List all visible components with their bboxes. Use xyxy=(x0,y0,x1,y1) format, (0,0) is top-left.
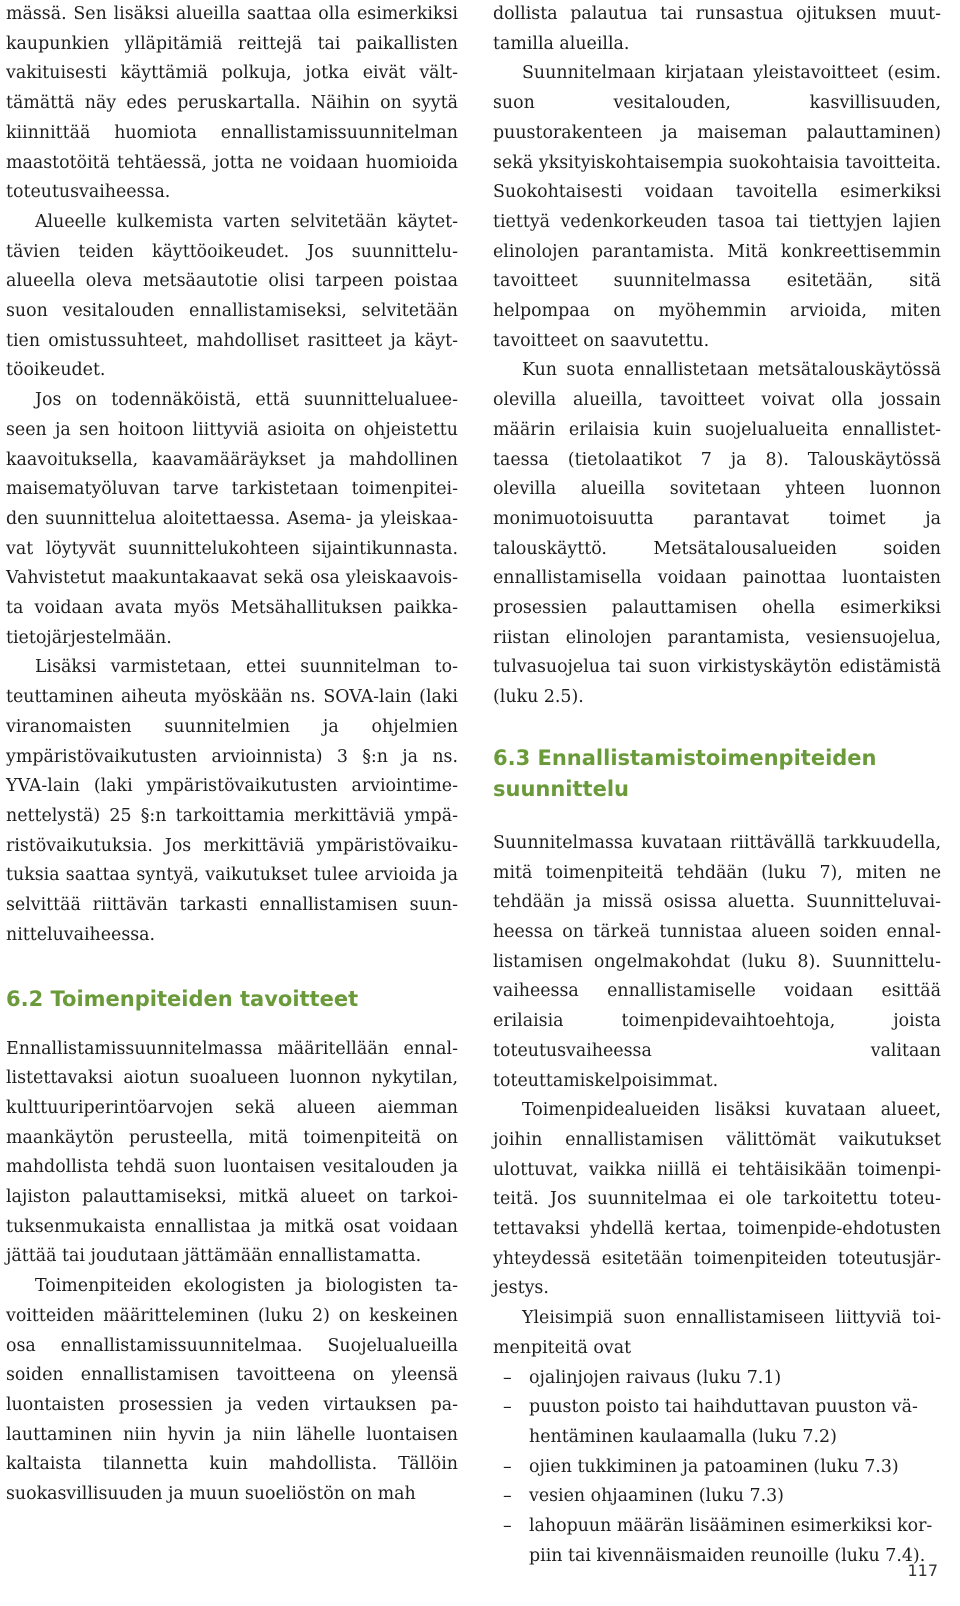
right-column xyxy=(493,0,941,1571)
paragraph: mässä. Sen lisäksi alueilla saattaa olla esimerkiksi kaupunkien ylläpitämiä reittejä tai paikallisten vakituisesti käyttämiä polkuja, jotka eivät välttämättä näy edes peruskartalla. Näihin on syytä kiinnittää huomiota ennallistamissuunnitelman maastotöitä tehtäessä, jotta ne voidaan huomioida toteutusvaiheessa. xyxy=(6,4,458,203)
left-column xyxy=(6,0,458,1510)
paragraph: Kun suota ennallistetaan metsätalouskäytössä olevilla alueilla, tavoitteet voivat olla jossain määrin erilaisia kuin suojelualueita ennallistettaessa (tietolaatikot 7 ja 8). Talouskäytössä olevilla alueilla sovitetaan yhteen luonnon monimuotoisuutta parantavat toimet ja talouskäyttö. Metsätalousalueiden soiden ennallistamisella voidaan painottaa luontaisten prosessien palauttamisen ohella esimerkiksi riistan elinolojen parantamista, vesiensuojelua, tulvasuojelua tai suon virkistyskäytön edistämistä (luku 2.5). xyxy=(493,360,941,708)
dash-marker: – xyxy=(503,1516,512,1537)
list-item xyxy=(493,1453,941,1483)
paragraph: Suunnitelmaan kirjataan yleistavoitteet (esim. suon vesitalouden, kasvillisuuden, puustorakenteen ja maiseman palauttaminen) sekä yksityiskohtaisempia suokohtaisia tavoitteita. Suokohtaisesti voidaan tavoitella esimerkiksi tiettyä vedenkorkeuden tasoa tai tiettyjen lajien elinolojen parantamista. Mitä konkreettisemmin tavoitteet suunnitelmassa esitetään, sitä helpompaa on myöhemmin arvioida, miten tavoitteet on saavutettu. xyxy=(493,63,941,351)
section-heading-6-2: 6.2 Toimenpiteiden tavoitteet xyxy=(6,986,359,1011)
paragraph: dollista palautua tai runsastua ojituksen muuttamilla alueilla. xyxy=(493,4,941,54)
paragraph: Toimenpidealueiden lisäksi kuvataan alueet, joihin ennallistamisen välittömät vaikutukset ulottuvat, vaikka niillä ei tehtäisikään toimenpiteitä. Jos suunnitelmaa ei ole tarkoitettu toteutettavaksi yhdellä kertaa, toimenpide-ehdotusten yhteydessä esitetään toimenpiteiden toteutusjärjestys. xyxy=(493,1100,941,1299)
list-item-text: puuston poisto tai haihduttavan puuston vähentäminen kaulaamalla (luku 7.2) xyxy=(529,1397,918,1447)
list-item-text: ojalinjojen raivaus (luku 7.1) xyxy=(529,1367,782,1388)
list-item-text: ojien tukkiminen ja patoaminen (luku 7.3) xyxy=(529,1456,899,1477)
list-item-text: lahopuun määrän lisääminen esimerkiksi korpiin tai kivennäismaiden reunoille (luku 7.4). xyxy=(529,1516,933,1566)
dash-marker: – xyxy=(503,1456,512,1477)
paragraph: Lisäksi varmistetaan, ettei suunnitelman toteuttaminen aiheuta myöskään ns. SOVA-lain (laki viranomaisten suunnitelmien ja ohjelmien ympäristövaikutusten arvioinnista) 3 §:n ja ns. YVA-lain (laki ympäristövaikutusten arviointimenettelystä) 25 §:n tarkoittamia merkittäviä ympäristövaikutuksia. Jos merkittäviä ympäristövaikutuksia saattaa syntyä, vaikutukset tulee arvioida ja selvittää riittävän tarkasti ennallistamisen suunnitteluvaiheessa. xyxy=(6,657,458,945)
dash-marker: – xyxy=(503,1367,512,1388)
paragraph: Yleisimpiä suon ennallistamiseen liittyviä toimenpiteitä ovat xyxy=(493,1308,941,1358)
dash-marker: – xyxy=(503,1486,512,1507)
paragraph: Toimenpiteiden ekologisten ja biologisten tavoitteiden määritteleminen (luku 2) on keskeinen osa ennallistamissuunnitelmaa. Suojelualueilla soiden ennallistamisen tavoitteena on yleensä luontaisten prosessien ja veden virtauksen palauttaminen niin hyvin ja niin lähelle luontaisen kaltaista tilannetta kuin mahdollista. Tällöin suokasvillisuuden ja muun suoeliöstön on mah xyxy=(6,1276,458,1505)
measures-list xyxy=(493,1364,941,1572)
dash-marker: – xyxy=(503,1397,512,1418)
paragraph: Alueelle kulkemista varten selvitetään käytettävien teiden käyttöoikeudet. Jos suunnittelualueella oleva metsäautotie olisi tarpeen poistaa suon vesitalouden ennallistamiseksi, selvitetään tien omistussuhteet, mahdolliset rasitteet ja käyttöoikeudet. xyxy=(6,211,458,381)
page-number: 117 xyxy=(907,1561,938,1580)
list-item xyxy=(493,1482,941,1512)
paragraph: Suunnitelmassa kuvataan riittävällä tarkkuudella, mitä toimenpiteitä tehdään (luku 7), miten ne tehdään ja missä osissa aluetta. Suunnitteluvaiheessa on tärkeä tunnistaa alueen soiden ennallistamisen ongelmakohdat (luku 8). Suunnitteluvaiheessa ennallistamiselle voidaan esittää erilaisia toimenpidevaihtoehtoja, joista toteutusvaiheessa valitaan toteuttamiskelpoisimmat. xyxy=(493,832,941,1091)
list-item xyxy=(493,1393,941,1452)
list-item-text: vesien ohjaaminen (luku 7.3) xyxy=(529,1486,784,1507)
paragraph: Jos on todennäköistä, että suunnittelualueeseen ja sen hoitoon liittyviä asioita on ohjeistettu kaavoituksella, kaavamääräykset ja mahdollinen maisematyöluvan tarve tarkistetaan toimenpiteiden suunnittelua aloitettaessa. Asema- ja yleiskaavat löytyvät suunnittelukohteen sijaintikunnasta. Vahvistetut maakuntakaavat sekä osa yleiskaavoista voidaan avata myös Metsähallituksen paikkatietojärjestelmään. xyxy=(6,390,458,648)
paragraph: Ennallistamissuunnitelmassa määritellään ennallistettavaksi aiotun suoalueen luonnon nykytilan, kulttuuriperintöarvojen sekä alueen aiemman maankäytön perusteella, mitä toimenpiteitä on mahdollista tehdä suon luontaisen vesitalouden ja lajiston palauttamiseksi, mitkä alueet on tarkoituksenmukaista ennallistaa ja mitkä osat voidaan jättää tai joudutaan jättämään ennallistamatta. xyxy=(6,1038,458,1267)
list-item xyxy=(493,1364,941,1394)
section-heading-6-3: 6.3 Ennallistamistoimenpiteiden suunnittelu xyxy=(493,745,877,801)
list-item xyxy=(493,1512,941,1571)
